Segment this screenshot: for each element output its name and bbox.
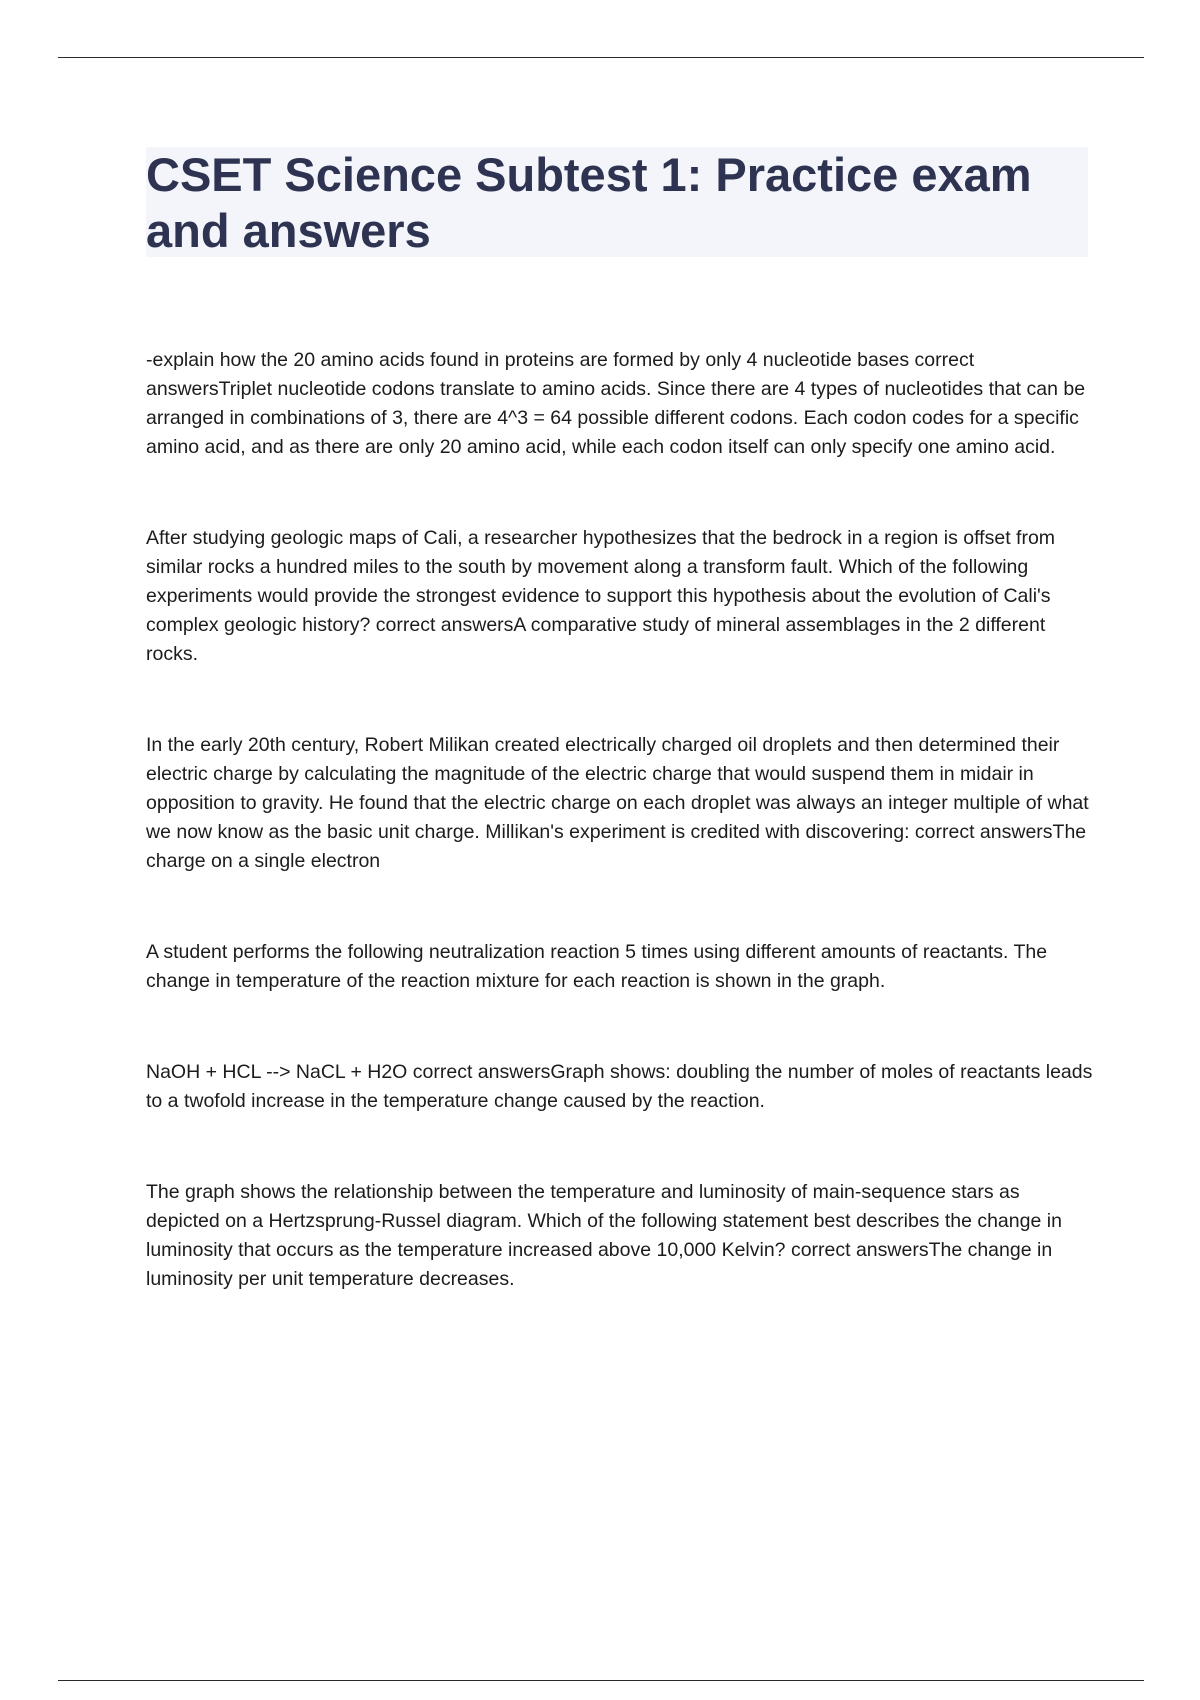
document-body (146, 346, 1096, 1356)
qa-entry-amino-acids: -explain how the 20 amino acids found in proteins are formed by only 4 nucleotide bases correct answersTriplet nucleotide codons translate to amino acids. Since there are 4 types of nucleotides that can be arranged in combinations of 3, there are 4^3 = 64 possible different codons. Each codon codes for a specific amino acid, and as there are only 20 amino acid, while each codon itself can only specify one amino acid. (146, 349, 1086, 458)
qa-entry-neutralization-answer: NaOH + HCL --> NaCL + H2O correct answersGraph shows: doubling the number of moles of reactants leads to a twofold increase in the temperature change caused by the reaction. (146, 1061, 1093, 1112)
qa-entry-neutralization-prompt: A student performs the following neutralization reaction 5 times using different amounts of reactants. The change in temperature of the reaction mixture for each reaction is shown in the graph. (146, 941, 1048, 992)
document-title: CSET Science Subtest 1: Practice exam and answers (146, 148, 1032, 257)
top-page-rule (58, 57, 1144, 58)
qa-entry-millikan: In the early 20th century, Robert Milikan created electrically charged oil droplets and then determined their electric charge by calculating the magnitude of the electric charge that would suspend them in midair in opposition to gravity. He found that the electric charge on each droplet was always an integer multiple of what we now know as the basic unit charge. Millikan's experiment is credited with discovering: correct answersThe charge on a single electron (146, 734, 1089, 872)
title-block (146, 147, 1088, 257)
qa-entry-hr-diagram: The graph shows the relationship between the temperature and luminosity of main-sequence stars as depicted on a Hertzsprung-Russel diagram. Which of the following statement best describes the change in luminosity that occurs as the temperature increased above 10,000 Kelvin? correct answersThe change in luminosity per unit temperature decreases. (146, 1181, 1062, 1290)
bottom-page-rule (58, 1680, 1144, 1681)
qa-entry-transform-fault: After studying geologic maps of Cali, a researcher hypothesizes that the bedrock in a region is offset from similar rocks a hundred miles to the south by movement along a transform fault. Which of the following experiments would provide the strongest evidence to support this hypothesis about the evolution of Cali's complex geologic history? correct answersA comparative study of mineral assemblages in the 2 different rocks. (146, 527, 1056, 665)
